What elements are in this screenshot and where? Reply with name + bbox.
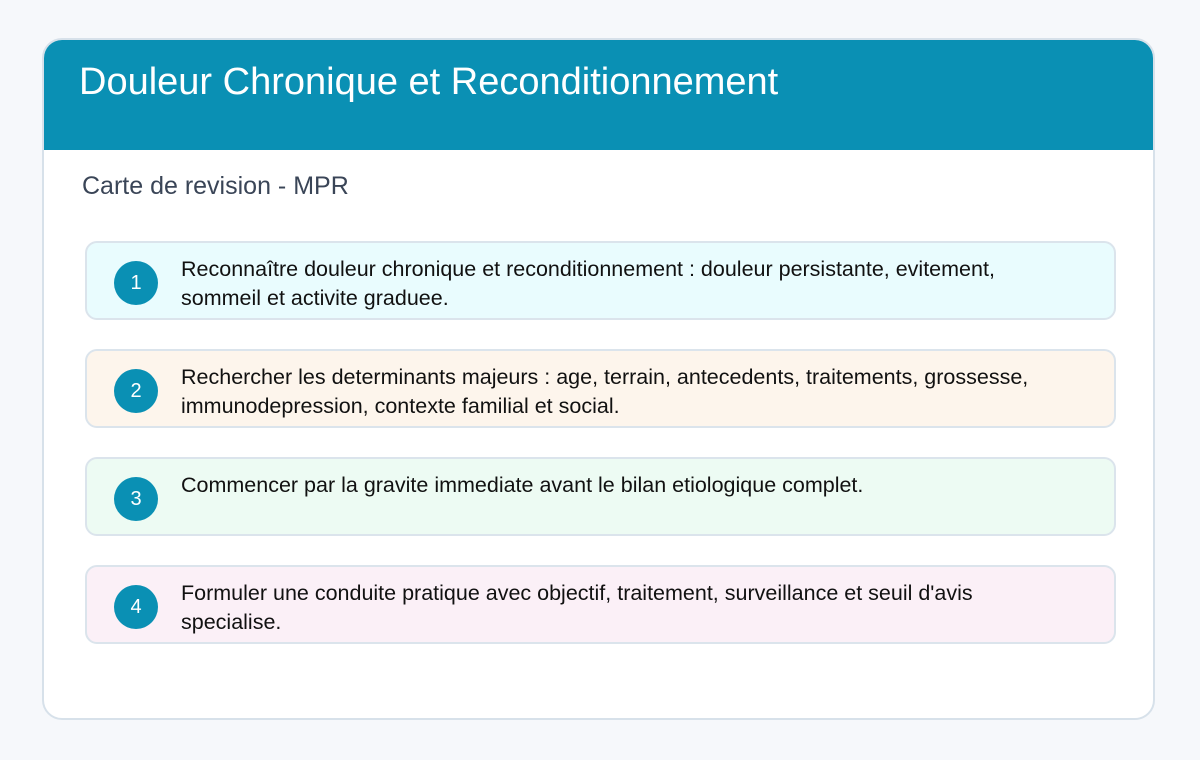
page-title: Douleur Chronique et Reconditionnement (79, 61, 779, 103)
list-item (85, 457, 1116, 536)
list-item (85, 349, 1116, 428)
step-number-badge: 3 (114, 477, 158, 521)
step-number-badge: 2 (114, 369, 158, 413)
list-item (85, 565, 1116, 644)
list-item-text: Rechercher les determinants majeurs : age, terrain, antecedents, traitements, grossesse, immunodepression, contexte familial et social. (181, 365, 1029, 418)
list-item-text: Formuler une conduite pratique avec objectif, traitement, surveillance et seuil d'avis specialise. (181, 581, 973, 634)
card-subtitle: Carte de revision - MPR (82, 172, 349, 200)
list-item (85, 241, 1116, 320)
list-item-text: Reconnaître douleur chronique et reconditionnement : douleur persistante, evitement, sommeil et activite graduee. (181, 257, 995, 310)
card-header (44, 40, 1153, 150)
step-number-badge: 4 (114, 585, 158, 629)
list-item-text: Commencer par la gravite immediate avant le bilan etiologique complet. (181, 473, 864, 497)
revision-card (42, 38, 1155, 720)
step-number-badge: 1 (114, 261, 158, 305)
